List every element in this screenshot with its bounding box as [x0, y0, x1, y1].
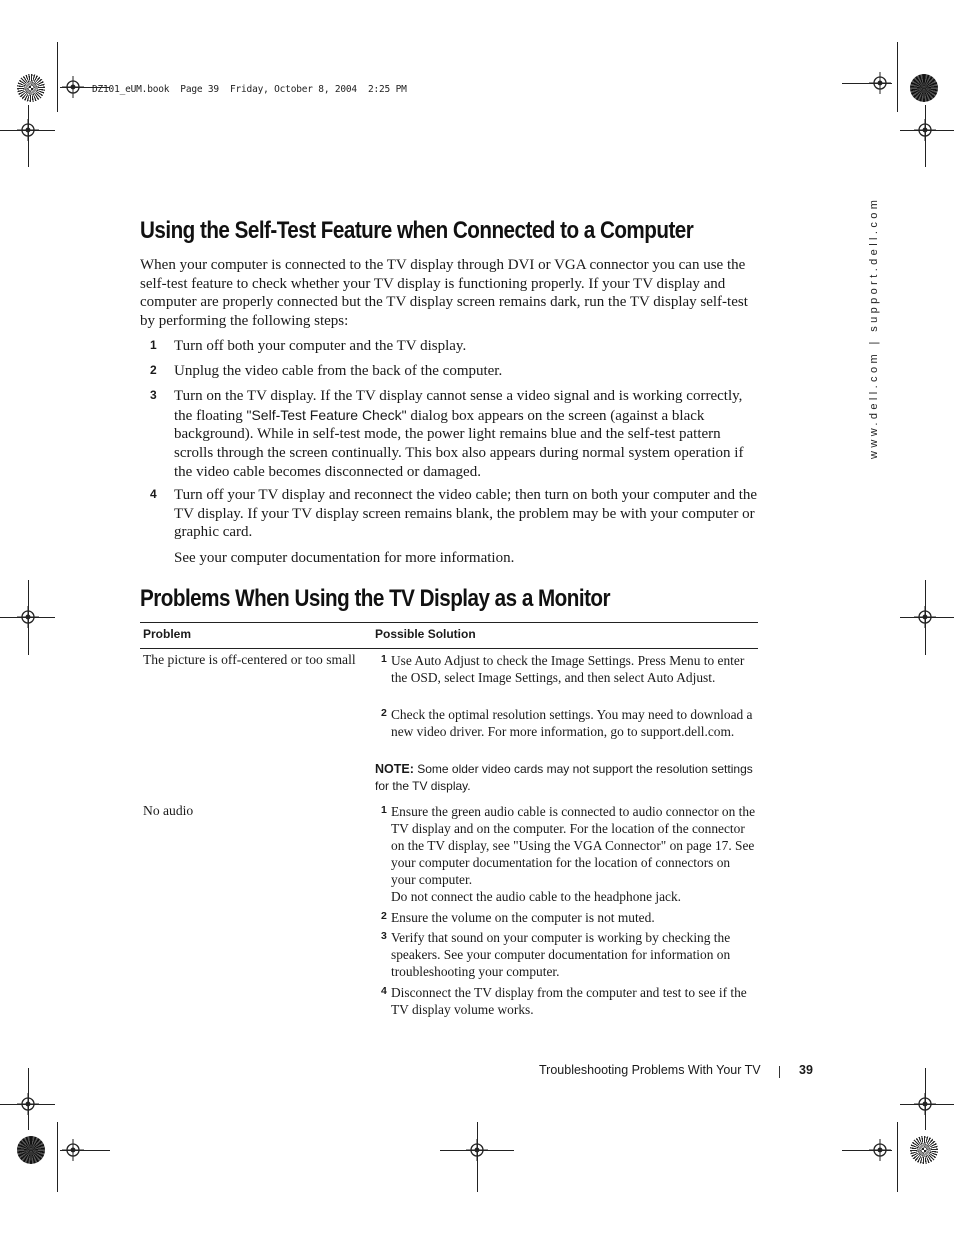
solution-number: 2 [381, 910, 387, 922]
table-row-problem: The picture is off-centered or too small [143, 652, 356, 667]
step-item [140, 486, 760, 542]
table-row-problem: No audio [143, 803, 194, 818]
registration-crosshair-icon [62, 1139, 84, 1161]
step-item [140, 387, 760, 482]
note-text: Some older video cards may not support the resolution settings for the TV display. [375, 762, 753, 793]
solution-text: Use Auto Adjust to check the Image Settings. Press Menu to enter the OSD, select Image Settings, and then select Auto Adjust. [391, 653, 745, 685]
solution-text: Verify that sound on your computer is working by checking the speakers. See your computer documentation for information on troubleshooting your computer. [391, 930, 731, 979]
step-item [140, 362, 760, 381]
note-label: NOTE: [375, 762, 414, 776]
registration-star-icon [17, 74, 45, 102]
side-url: www.dell.com | support.dell.com [868, 196, 880, 459]
intro-paragraph: When your computer is connected to the TV display through DVI or VGA connector you can use the self-test feature to check whether your TV display is functioning properly. If your TV display and computer are properly connected but the TV display screen remains dark, run the TV display self-test by performing the following steps: [140, 257, 748, 330]
see-more [140, 549, 760, 568]
solution-number: 1 [381, 804, 387, 816]
solution-item [375, 984, 755, 1018]
footer-separator [779, 1066, 780, 1078]
column-header-solution: Possible Solution [375, 627, 476, 641]
solution-text: Check the optimal resolution settings. You may need to download a new video driver. For more information, go to support.dell.com. [391, 707, 753, 739]
step-number: 2 [150, 363, 157, 377]
step-number: 3 [150, 388, 157, 402]
registration-crosshair-icon [17, 606, 39, 628]
step-number: 4 [150, 487, 157, 501]
solution-text: Ensure the green audio cable is connected to audio connector on the TV display and on the computer. For the location of the connector on the TV display, see "Using the VGA Connector" on page 17. See your computer documentation for the location of connectors on your computer. [391, 804, 756, 887]
table-top-rule [140, 622, 758, 623]
column-header-problem: Problem [143, 627, 192, 641]
section-heading-self-test: Using the Self-Test Feature when Connected to a Computer [140, 217, 694, 244]
note [375, 761, 755, 794]
solution-number: 3 [381, 930, 387, 942]
print-stamp: DZ101_eUM.book Page 39 Friday, October 8, 2004 2:25 PM [92, 84, 407, 95]
see-more-text: See your computer documentation for more information. [174, 550, 515, 566]
solution-text: Ensure the volume on the computer is not muted. [391, 910, 655, 925]
solution-item [375, 929, 755, 980]
registration-star-icon [910, 1136, 938, 1164]
registration-star-icon [910, 74, 938, 102]
solution-number: 4 [381, 985, 387, 997]
step-number: 1 [150, 338, 157, 352]
footer-title: Troubleshooting Problems With Your TV [539, 1063, 761, 1077]
registration-crosshair-icon [869, 1139, 891, 1161]
step-text: Turn off your TV display and reconnect the video cable; then turn on both your computer and the TV display. If your TV display screen remains blank, the problem may be with your computer or graphic card. [174, 487, 758, 541]
step-item [140, 337, 760, 356]
table-header-rule [140, 648, 758, 649]
solution-item [375, 706, 755, 740]
step-text-part: Turn on the TV display. If the TV display cannot sense a video signal and is working correctly, the floating [174, 388, 743, 424]
solution-text: Disconnect the TV display from the computer and test to see if the TV display volume works. [391, 985, 747, 1017]
registration-crosshair-icon [466, 1139, 488, 1161]
registration-star-icon [17, 1136, 45, 1164]
registration-crosshair-icon [17, 1093, 39, 1115]
step-text: Unplug the video cable from the back of the computer. [174, 363, 503, 379]
registration-crosshair-icon [914, 119, 936, 141]
registration-crosshair-icon [17, 119, 39, 141]
solution-item [375, 652, 755, 686]
registration-crosshair-icon [914, 1093, 936, 1115]
step-text-part: dialog box appears on the screen (against a black background). While in self-test mode, the power light remains blue and the self-test pattern scrolls through the screen continually. This box also appears during normal system operation if the video cable becomes disconnected or damaged. [174, 407, 744, 480]
step-text [174, 387, 760, 482]
step-text: Turn off both your computer and the TV display. [174, 338, 467, 354]
solution-extra: Do not connect the audio cable to the headphone jack. [391, 889, 682, 904]
solution-item [375, 803, 755, 905]
registration-crosshair-icon [914, 606, 936, 628]
registration-crosshair-icon [62, 76, 84, 98]
solution-item [375, 909, 755, 926]
solution-number: 2 [381, 707, 387, 719]
page-number: 39 [799, 1063, 813, 1077]
solution-number: 1 [381, 653, 387, 665]
dialog-name: "Self-Test Feature Check" [246, 406, 407, 423]
registration-crosshair-icon [869, 72, 891, 94]
section-heading-problems: Problems When Using the TV Display as a Monitor [140, 585, 611, 612]
